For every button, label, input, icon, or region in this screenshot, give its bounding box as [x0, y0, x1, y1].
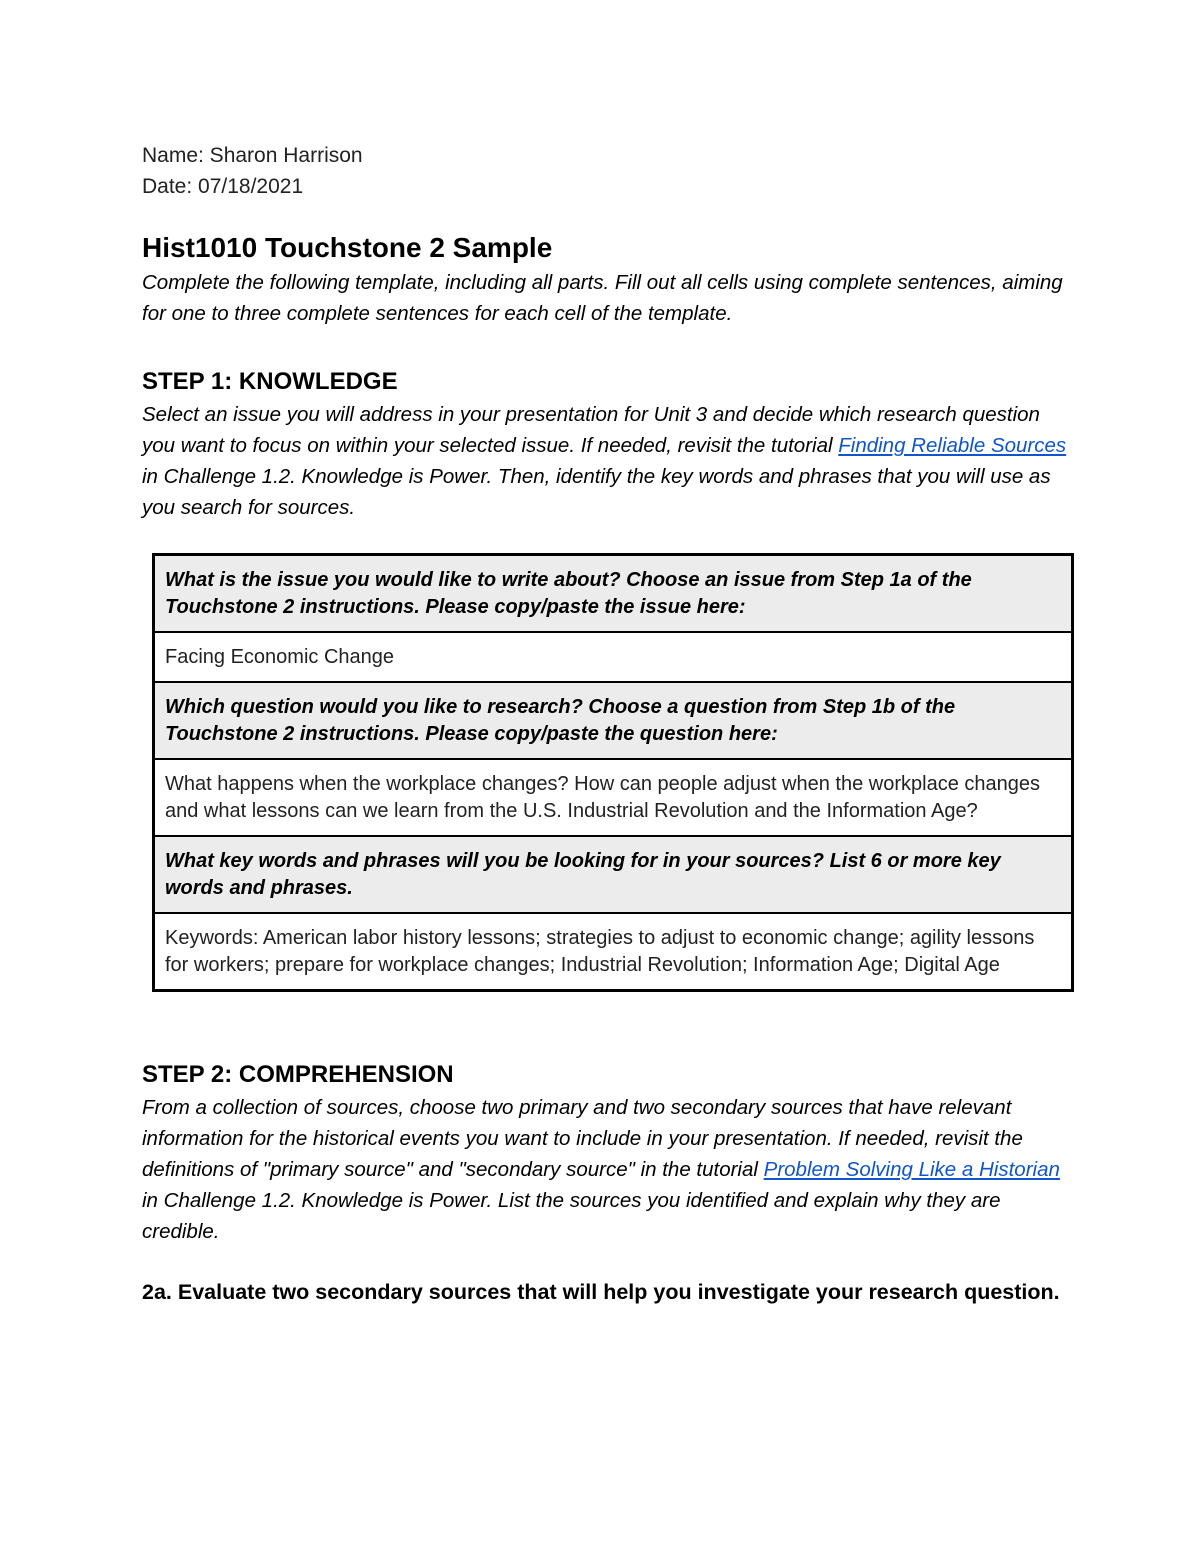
keywords-prompt-cell: What key words and phrases will you be looking for in your sources? List 6 or more key words and phrases.: [154, 836, 1073, 913]
table-row: [154, 682, 1073, 759]
issue-question-cell: What is the issue you would like to write about? Choose an issue from Step 1a of the Touchstone 2 instructions. Please copy/paste the issue here:: [154, 555, 1073, 633]
table-row: [154, 632, 1073, 682]
problem-solving-like-a-historian-link[interactable]: Problem Solving Like a Historian: [763, 1158, 1060, 1181]
step2-description: [142, 1092, 1077, 1247]
step2-heading: STEP 2: COMPREHENSION: [142, 1061, 454, 1088]
step2-text-before-link: From a collection of sources, choose two primary and two secondary sources that have relevant information for the historical events you want to include in your presentation. If needed, revisit the definitions of "primary source" and "secondary source" in the tutorial: [142, 1096, 1023, 1181]
step1-template-table: [152, 553, 1074, 992]
step1-heading: STEP 1: KNOWLEDGE: [142, 368, 398, 395]
student-name: Name: Sharon Harrison: [142, 144, 363, 167]
table-row: [154, 555, 1073, 633]
step2-text-after-link: in Challenge 1.2. Knowledge is Power. List the sources you identified and explain why they are credible.: [142, 1189, 1001, 1243]
table-row: [154, 836, 1073, 913]
table-row: [154, 913, 1073, 991]
research-question-prompt-cell: Which question would you like to research? Choose a question from Step 1b of the Touchstone 2 instructions. Please copy/paste the question here:: [154, 682, 1073, 759]
document-title: Hist1010 Touchstone 2 Sample: [142, 232, 553, 263]
submission-date: Date: 07/18/2021: [142, 175, 304, 198]
finding-reliable-sources-link[interactable]: Finding Reliable Sources: [838, 434, 1067, 457]
issue-answer-cell[interactable]: Facing Economic Change: [154, 632, 1073, 682]
step2a-heading: 2a. Evaluate two secondary sources that will help you investigate your research question.: [142, 1280, 1060, 1304]
document-page: [142, 140, 1077, 1308]
step2-section: [142, 1060, 1077, 1308]
table-row: [154, 759, 1073, 836]
template-instructions: Complete the following template, including all parts. Fill out all cells using complete sentences, aiming for one to three complete sentences for each cell of the template.: [142, 271, 1063, 325]
research-question-answer-cell[interactable]: What happens when the workplace changes? How can people adjust when the workplace changes and what lessons can we learn from the U.S. Industrial Revolution and the Information Age?: [154, 759, 1073, 836]
step1-section: [142, 367, 1077, 992]
step1-text-after-link: in Challenge 1.2. Knowledge is Power. Then, identify the key words and phrases that you will use as you search for sources.: [142, 465, 1051, 519]
step1-description: [142, 399, 1077, 523]
step1-text-before-link: Select an issue you will address in your presentation for Unit 3 and decide which research question you want to focus on within your selected issue. If needed, revisit the tutorial: [142, 403, 1040, 457]
keywords-answer-cell[interactable]: Keywords: American labor history lessons; strategies to adjust to economic change; agility lessons for workers; prepare for workplace changes; Industrial Revolution; Information Age; Digital Age: [154, 913, 1073, 991]
